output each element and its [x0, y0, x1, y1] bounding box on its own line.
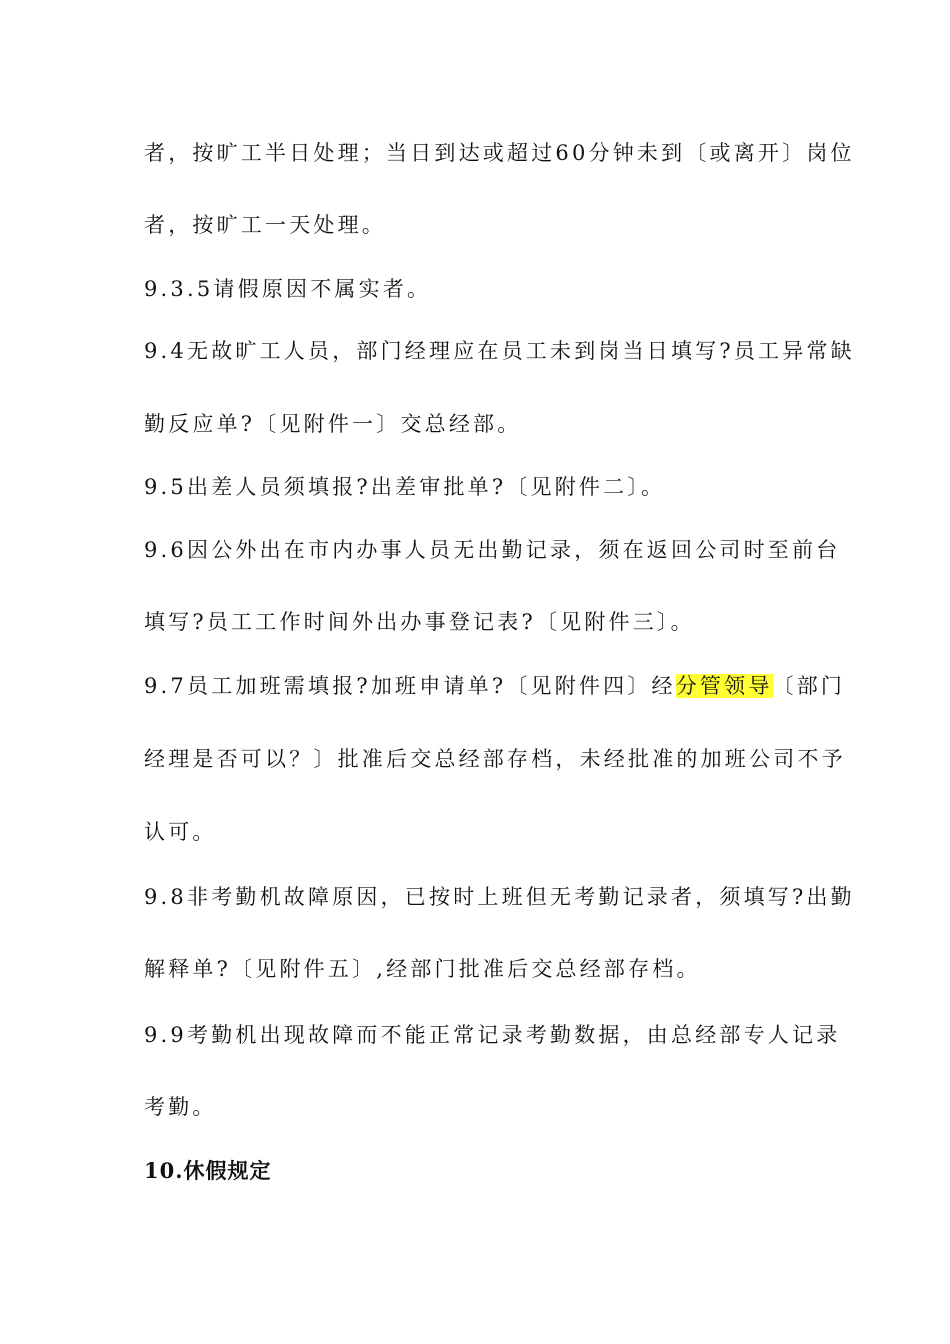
highlighted-text: 分管领导: [675, 674, 773, 698]
text-line: 9.9考勤机出现故障而不能正常记录考勤数据，由总经部专人记录: [144, 1023, 841, 1047]
text-line: 9.5出差人员须填报?出差审批单?〔见附件二〕。: [144, 475, 666, 499]
text-line: 考勤。: [144, 1095, 217, 1119]
text-line: 9.3.5请假原因不属实者。: [144, 277, 432, 301]
text-segment: 9.7员工加班需填报?加班申请单?〔见附件四〕经: [144, 674, 676, 698]
text-line: 者，按旷工一天处理。: [144, 213, 386, 237]
text-line: 者，按旷工半日处理；当日到达或超过60分钟未到〔或离开〕岗位: [144, 141, 855, 165]
text-line: 经理是否可以？〕批准后交总经部存档，未经批准的加班公司不予: [144, 747, 846, 771]
text-line: 填写?员工工作时间外出办事登记表?〔见附件三〕。: [144, 610, 695, 634]
text-line: 勤反应单?〔见附件一〕交总经部。: [144, 412, 522, 436]
section-heading: 10.休假规定: [144, 1158, 272, 1183]
text-segment: 〔部门: [772, 674, 846, 698]
text-line-with-highlight: [144, 672, 846, 700]
text-line: 9.8非考勤机故障原因，已按时上班但无考勤记录者，须填写?出勤: [144, 885, 855, 909]
text-line: 9.4无故旷工人员，部门经理应在员工未到岗当日填写?员工异常缺: [144, 339, 855, 363]
text-line: 9.6因公外出在市内办事人员无出勤记录，须在返回公司时至前台: [144, 538, 841, 562]
text-line: 认可。: [144, 820, 217, 844]
text-line: 解释单?〔见附件五〕,经部门批准后交总经部存档。: [144, 957, 701, 981]
